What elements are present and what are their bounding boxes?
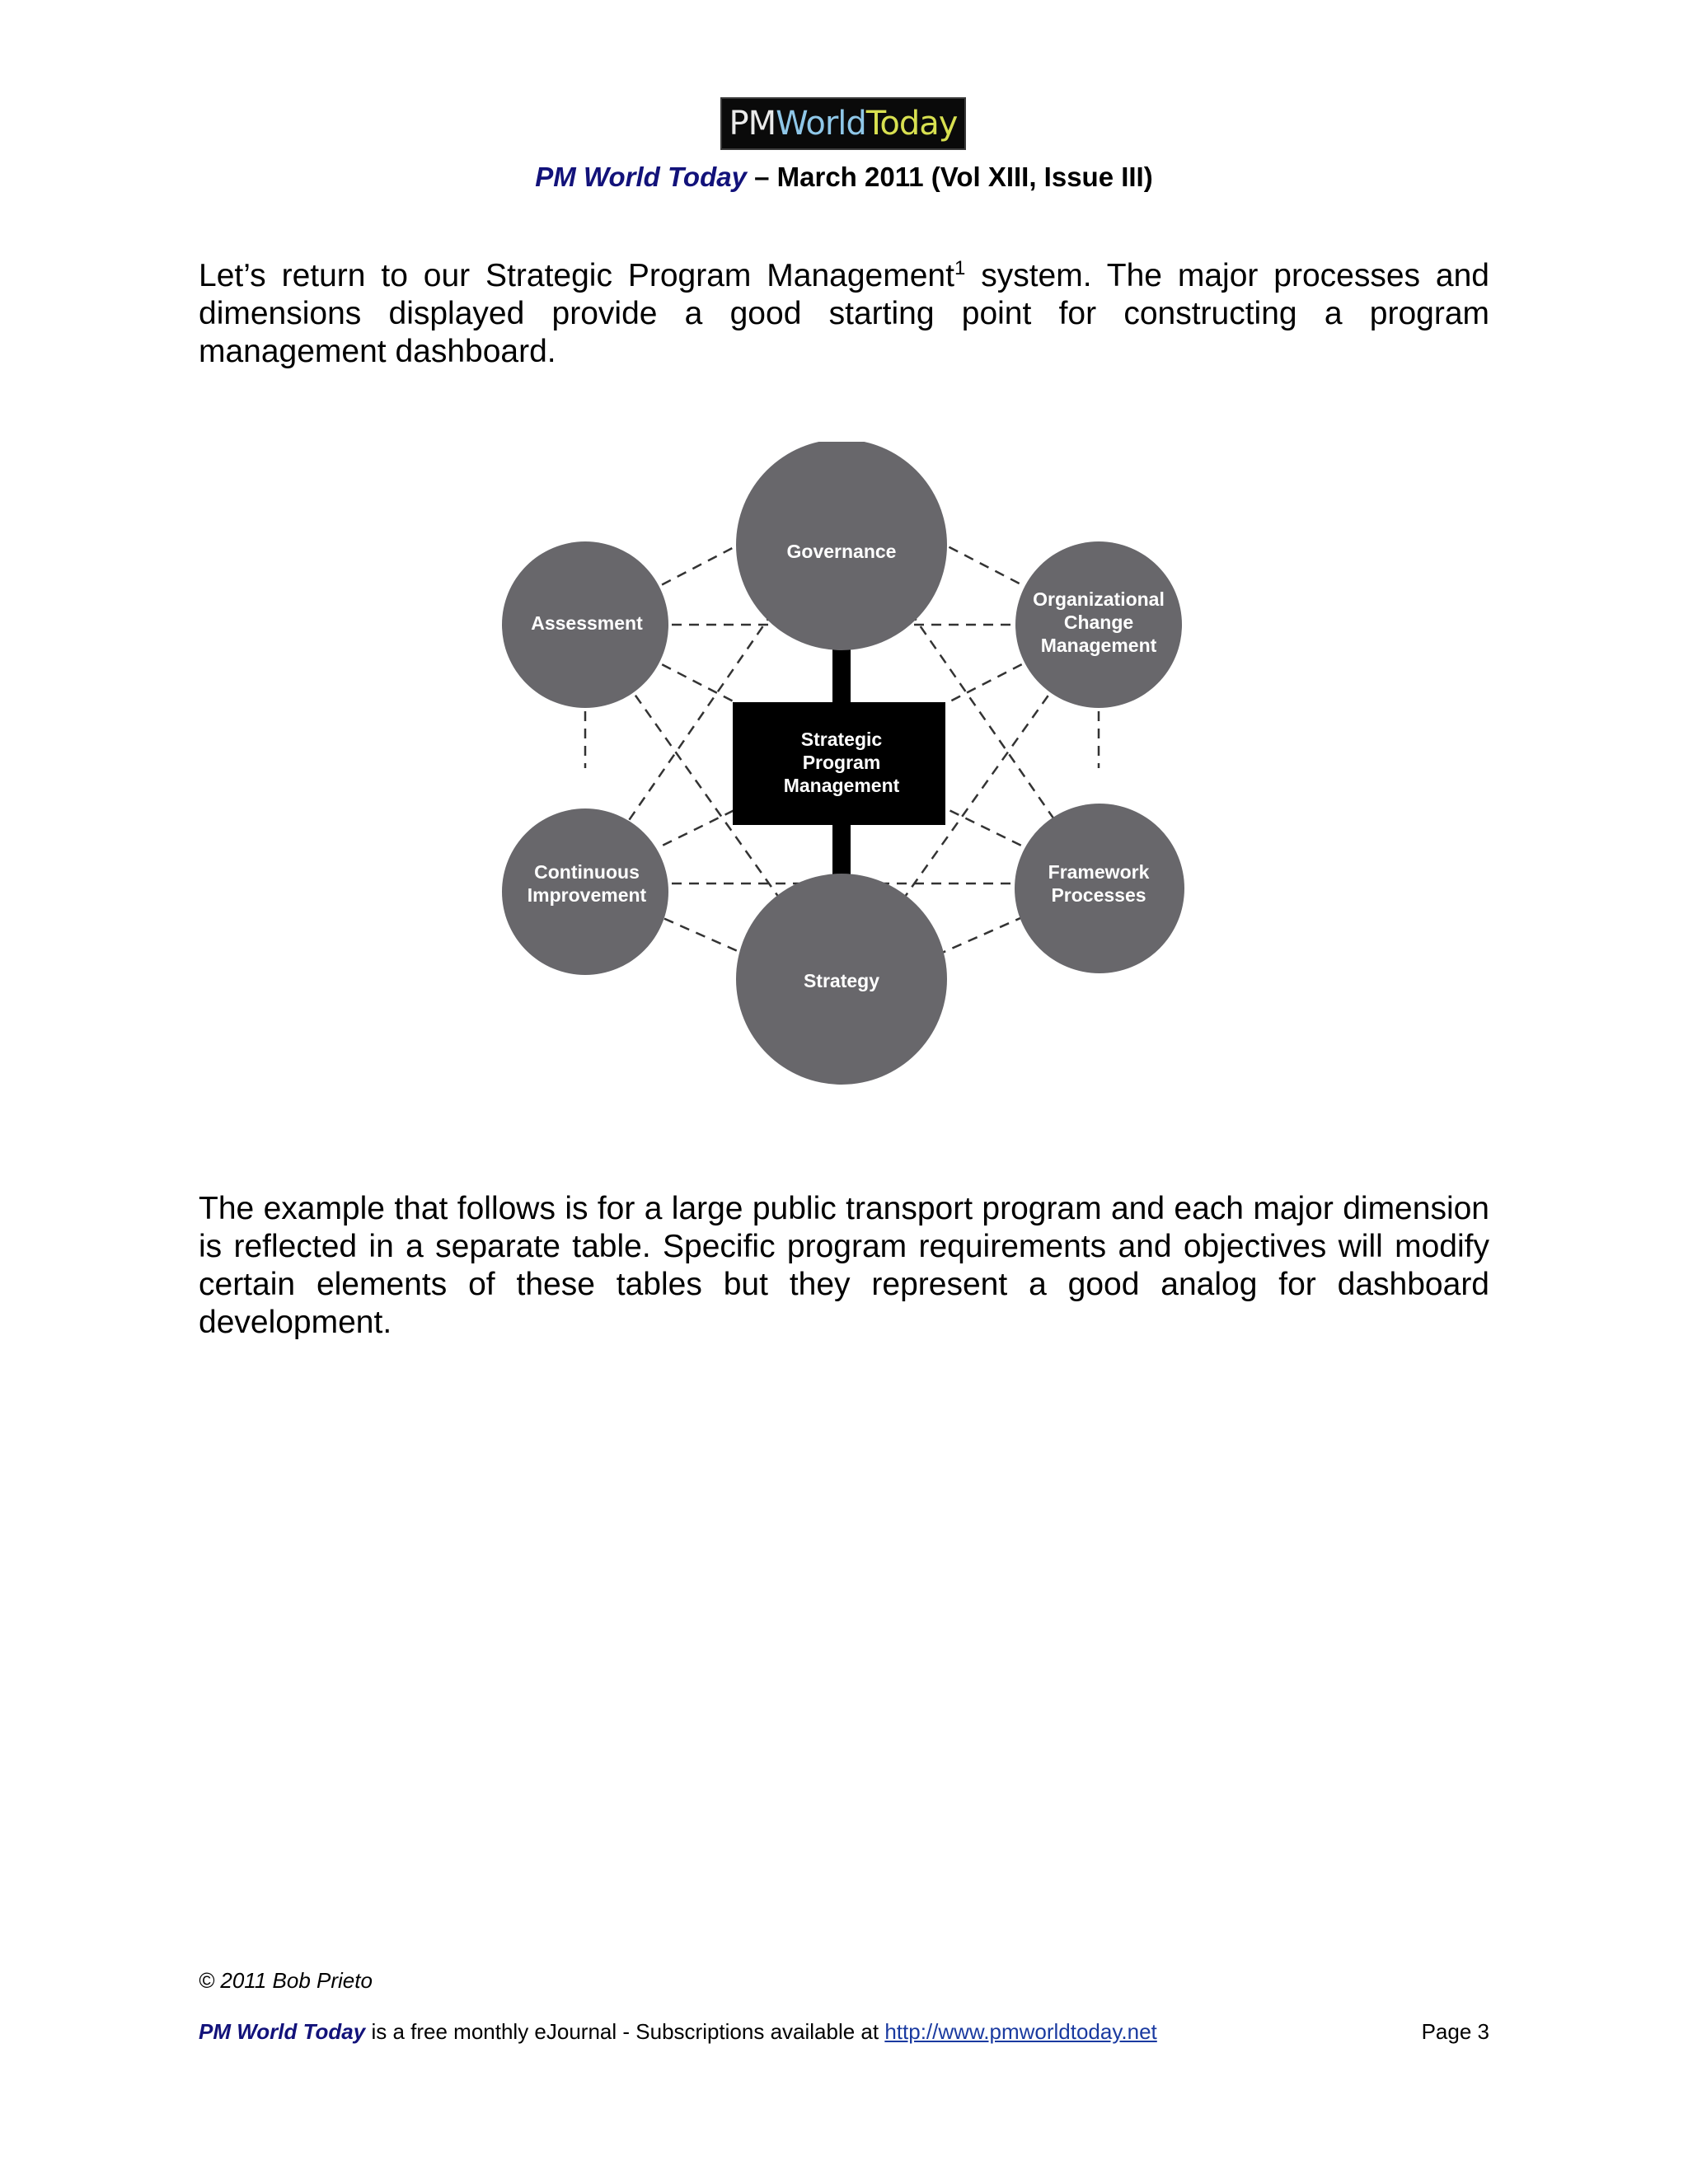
header-issue: – March 2011 (Vol XIII, Issue III) xyxy=(754,162,1153,192)
footer-text: is a free monthly eJournal - Subscriptions available at xyxy=(365,2019,885,2044)
pm-world-today-logo xyxy=(720,97,966,150)
center-label-2: Program xyxy=(802,752,881,773)
page-footer xyxy=(199,2019,1489,2045)
footer-link[interactable]: http://www.pmworldtoday.net xyxy=(884,2019,1157,2044)
framework-label-2: Processes xyxy=(1051,884,1146,906)
center-label-1: Strategic xyxy=(800,729,883,750)
org-change-label-3: Management xyxy=(1040,635,1157,656)
copyright-notice: © 2011 Bob Prieto xyxy=(199,1968,373,1993)
intro-text-end: system. The major processes and dimensions displayed provide a good starting point for constructing a program management dashboard. xyxy=(199,258,1489,369)
center-label-3: Management xyxy=(783,775,900,796)
logo-today: Today xyxy=(865,105,958,143)
assessment-label: Assessment xyxy=(531,612,643,634)
page-number: Page 3 xyxy=(1421,2019,1489,2044)
strategic-program-management-diagram xyxy=(491,442,1198,1085)
continuous-label-2: Improvement xyxy=(527,884,647,906)
paragraph-intro xyxy=(199,257,1489,371)
org-change-label-1: Organizational xyxy=(1033,588,1165,610)
strategy-label: Strategy xyxy=(803,970,880,991)
logo-world: World xyxy=(776,105,866,143)
logo-pm: PM xyxy=(729,105,776,143)
journal-header xyxy=(0,162,1688,193)
continuous-label-1: Continuous xyxy=(534,861,640,883)
intro-text-start: Let’s return to our Strategic Program Management xyxy=(199,258,954,293)
org-change-label-2: Change xyxy=(1063,612,1134,633)
footnote-marker[interactable]: 1 xyxy=(954,257,966,279)
governance-label: Governance xyxy=(786,541,897,562)
header-publication: PM World Today xyxy=(535,162,747,192)
framework-label-1: Framework xyxy=(1048,861,1150,883)
paragraph-example: The example that follows is for a large public transport program and each major dimension is reflected in a separate table. Specific program requirements and objectives will modify certain elements of these tables but they represent a good analog for dashboard development. xyxy=(199,1191,1489,1340)
footer-publication: PM World Today xyxy=(199,2019,366,2044)
